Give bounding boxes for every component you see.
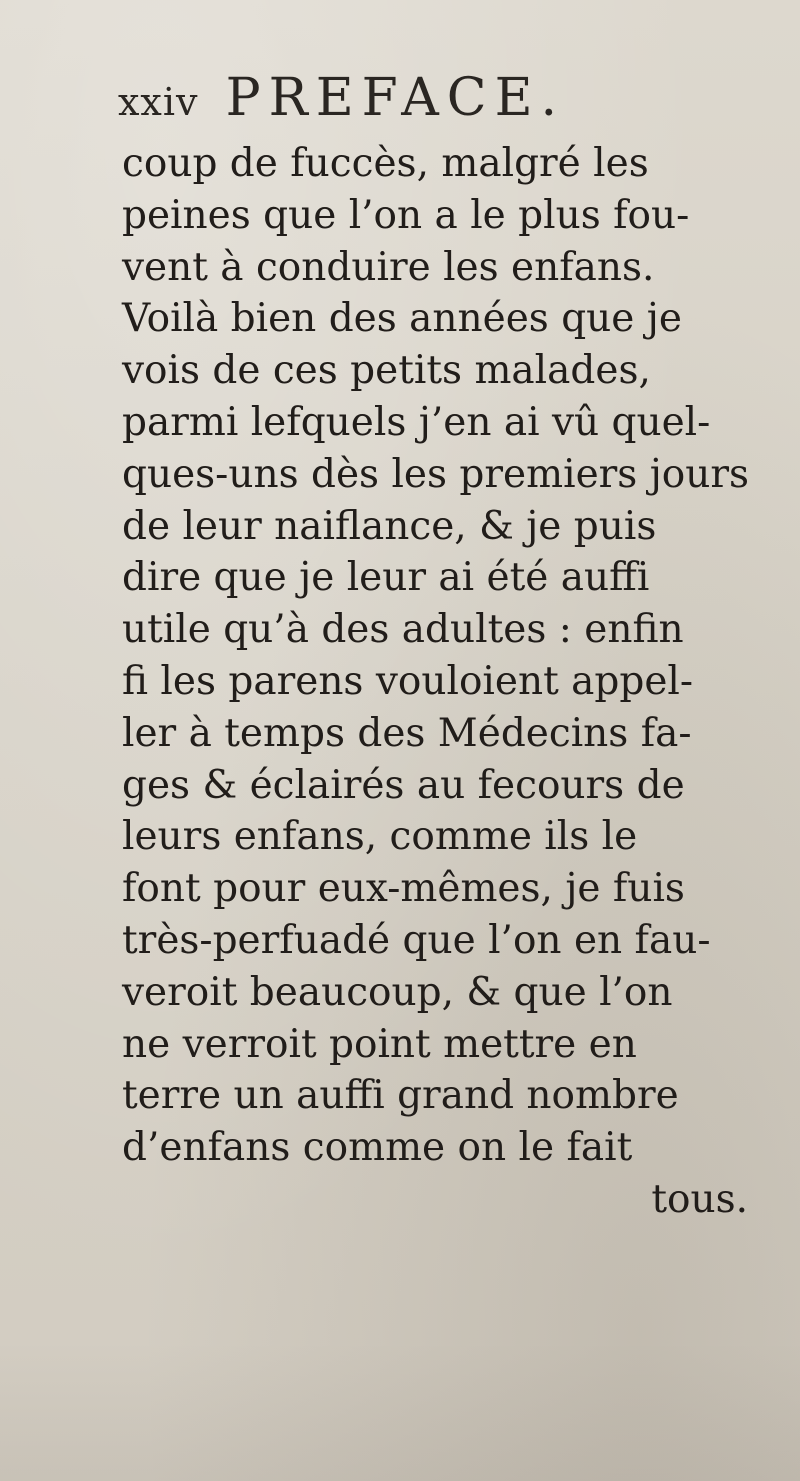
text-line: ne verroit point mettre en	[122, 1021, 637, 1067]
text-line: peines que l’on a le plus fou-	[122, 192, 690, 238]
text-line: fi les parens vouloient appel-	[122, 658, 694, 704]
text-line: leurs enfans, comme ils le	[122, 814, 638, 860]
text-line: ler à temps des Médecins fa-	[122, 710, 692, 756]
text-line: dire que je leur ai été auffi	[122, 555, 650, 601]
text-line: Voilà bien des années que je	[122, 296, 682, 342]
text-line: vent à conduire les enfans.	[122, 244, 655, 290]
page-number: xxiv	[118, 80, 199, 124]
text-line: d’enfans comme on le fait	[122, 1125, 633, 1171]
catchword: tous.	[651, 1176, 748, 1222]
page-shading	[0, 1341, 800, 1481]
text-line: utile qu’à des adultes : enfin	[122, 607, 684, 653]
text-line: ges & éclairés au fecours de	[122, 762, 685, 808]
text-line: veroit beaucoup, & que l’on	[122, 969, 673, 1015]
text-line: ques-uns dès les premiers jours	[122, 451, 750, 497]
text-line: vois de ces petits malades,	[122, 348, 651, 394]
text-line: coup de fuccès, malgré les	[122, 141, 649, 186]
text-line: terre un auffi grand nombre	[122, 1073, 679, 1119]
text-line: de leur naiflance, & je puis	[122, 503, 657, 549]
page-header	[118, 68, 565, 128]
running-title: PREFACE.	[225, 68, 566, 128]
body-text	[122, 138, 782, 1226]
text-line: très-perfuadé que l’on en fau-	[122, 917, 711, 963]
text-line: parmi lefquels j’en ai vû quel-	[122, 399, 711, 445]
text-line: font pour eux-mêmes, je fuis	[122, 866, 685, 912]
